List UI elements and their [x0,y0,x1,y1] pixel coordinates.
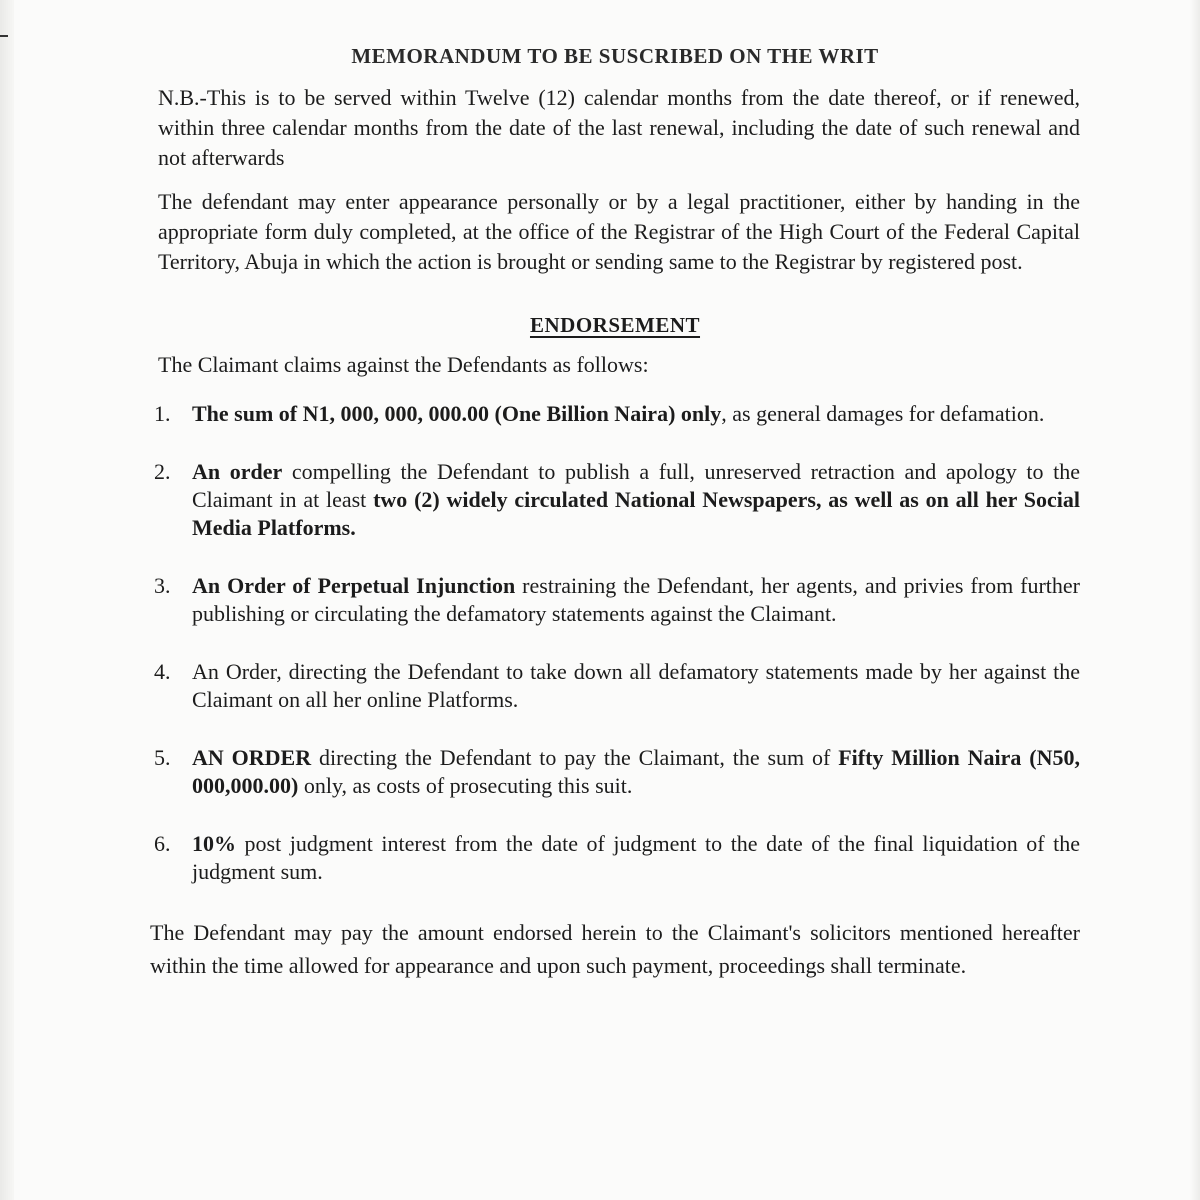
claim-text: An Order, directing the Defendant to take down all defamatory statements made by her against the Claimant on all her online Platforms. [192,659,1080,712]
endorsement-heading [150,313,1080,338]
endorsement-heading-text: ENDORSEMENT [529,313,701,337]
claim-bold-lead: An Order of Perpetual Injunction [192,573,516,598]
claim-number: 2. [154,459,171,484]
claim-text-tail: only, as costs of prosecuting this suit. [298,773,633,798]
claim-item-5 [150,744,1080,800]
page-right-edge [1190,0,1200,1200]
claim-bold-lead: 10% [192,831,236,856]
claim-text: compelling the Defendant to publish a full, unreserved retraction and apology to the Claimant in at least [192,459,1080,512]
page-edge-mark [0,35,8,37]
claim-bold-lead: An order [192,459,283,484]
closing-paragraph: The Defendant may pay the amount endorsed herein to the Claimant's solicitors mentioned hereafter within the time allowed for appearance and upon such payment, proceedings shall terminate. [150,920,1080,978]
claim-text: post judgment interest from the date of judgment to the date of the final liquidation of the judgment sum. [192,831,1080,884]
claims-intro: The Claimant claims against the Defendants as follows: [158,352,649,377]
claim-text: restraining the Defendant, her agents, and privies from further publishing or circulating the defamatory statements against the Claimant. [192,573,1080,626]
claim-item-3 [150,572,1080,628]
claim-number: 3. [154,573,171,598]
memorandum-title: MEMORANDUM TO BE SUSCRIBED ON THE WRIT [351,44,879,68]
claim-item-6 [150,830,1080,886]
claim-bold-emphasis: two (2) widely circulated National Newspapers, as well as on all her Social Media Platforms. [192,487,1080,540]
claim-item-1 [150,400,1080,428]
claim-number: 4. [154,659,171,684]
claim-text: , as general damages for defamation. [721,401,1045,426]
document-body [150,44,1080,982]
claim-number: 6. [154,831,171,856]
claim-item-2 [150,458,1080,542]
appearance-paragraph: The defendant may enter appearance personally or by a legal practitioner, either by handing in the appropriate form duly completed, at the office of the Registrar of the High Court of the Federal Capital Territory, Abuja in which the action is brought or sending same to the Registrar by registered post. [158,189,1080,274]
claim-number: 5. [154,745,171,770]
claim-text: directing the Defendant to pay the Claimant, the sum of [311,745,839,770]
claim-number: 1. [154,401,171,426]
claim-item-4 [150,658,1080,714]
page-left-edge [0,0,14,1200]
nb-paragraph: N.B.-This is to be served within Twelve (12) calendar months from the date thereof, or if renewed, within three calendar months from the date of the last renewal, including the date of such renewal and not afterwards [158,85,1080,170]
claims-list [150,400,1080,886]
claim-bold-lead: The sum of N1, 000, 000, 000.00 (One Billion Naira) only [192,401,722,426]
claim-bold-emphasis: Fifty Million Naira (N50, 000,000.00) [192,745,1080,798]
claim-bold-lead: AN ORDER [192,745,312,770]
